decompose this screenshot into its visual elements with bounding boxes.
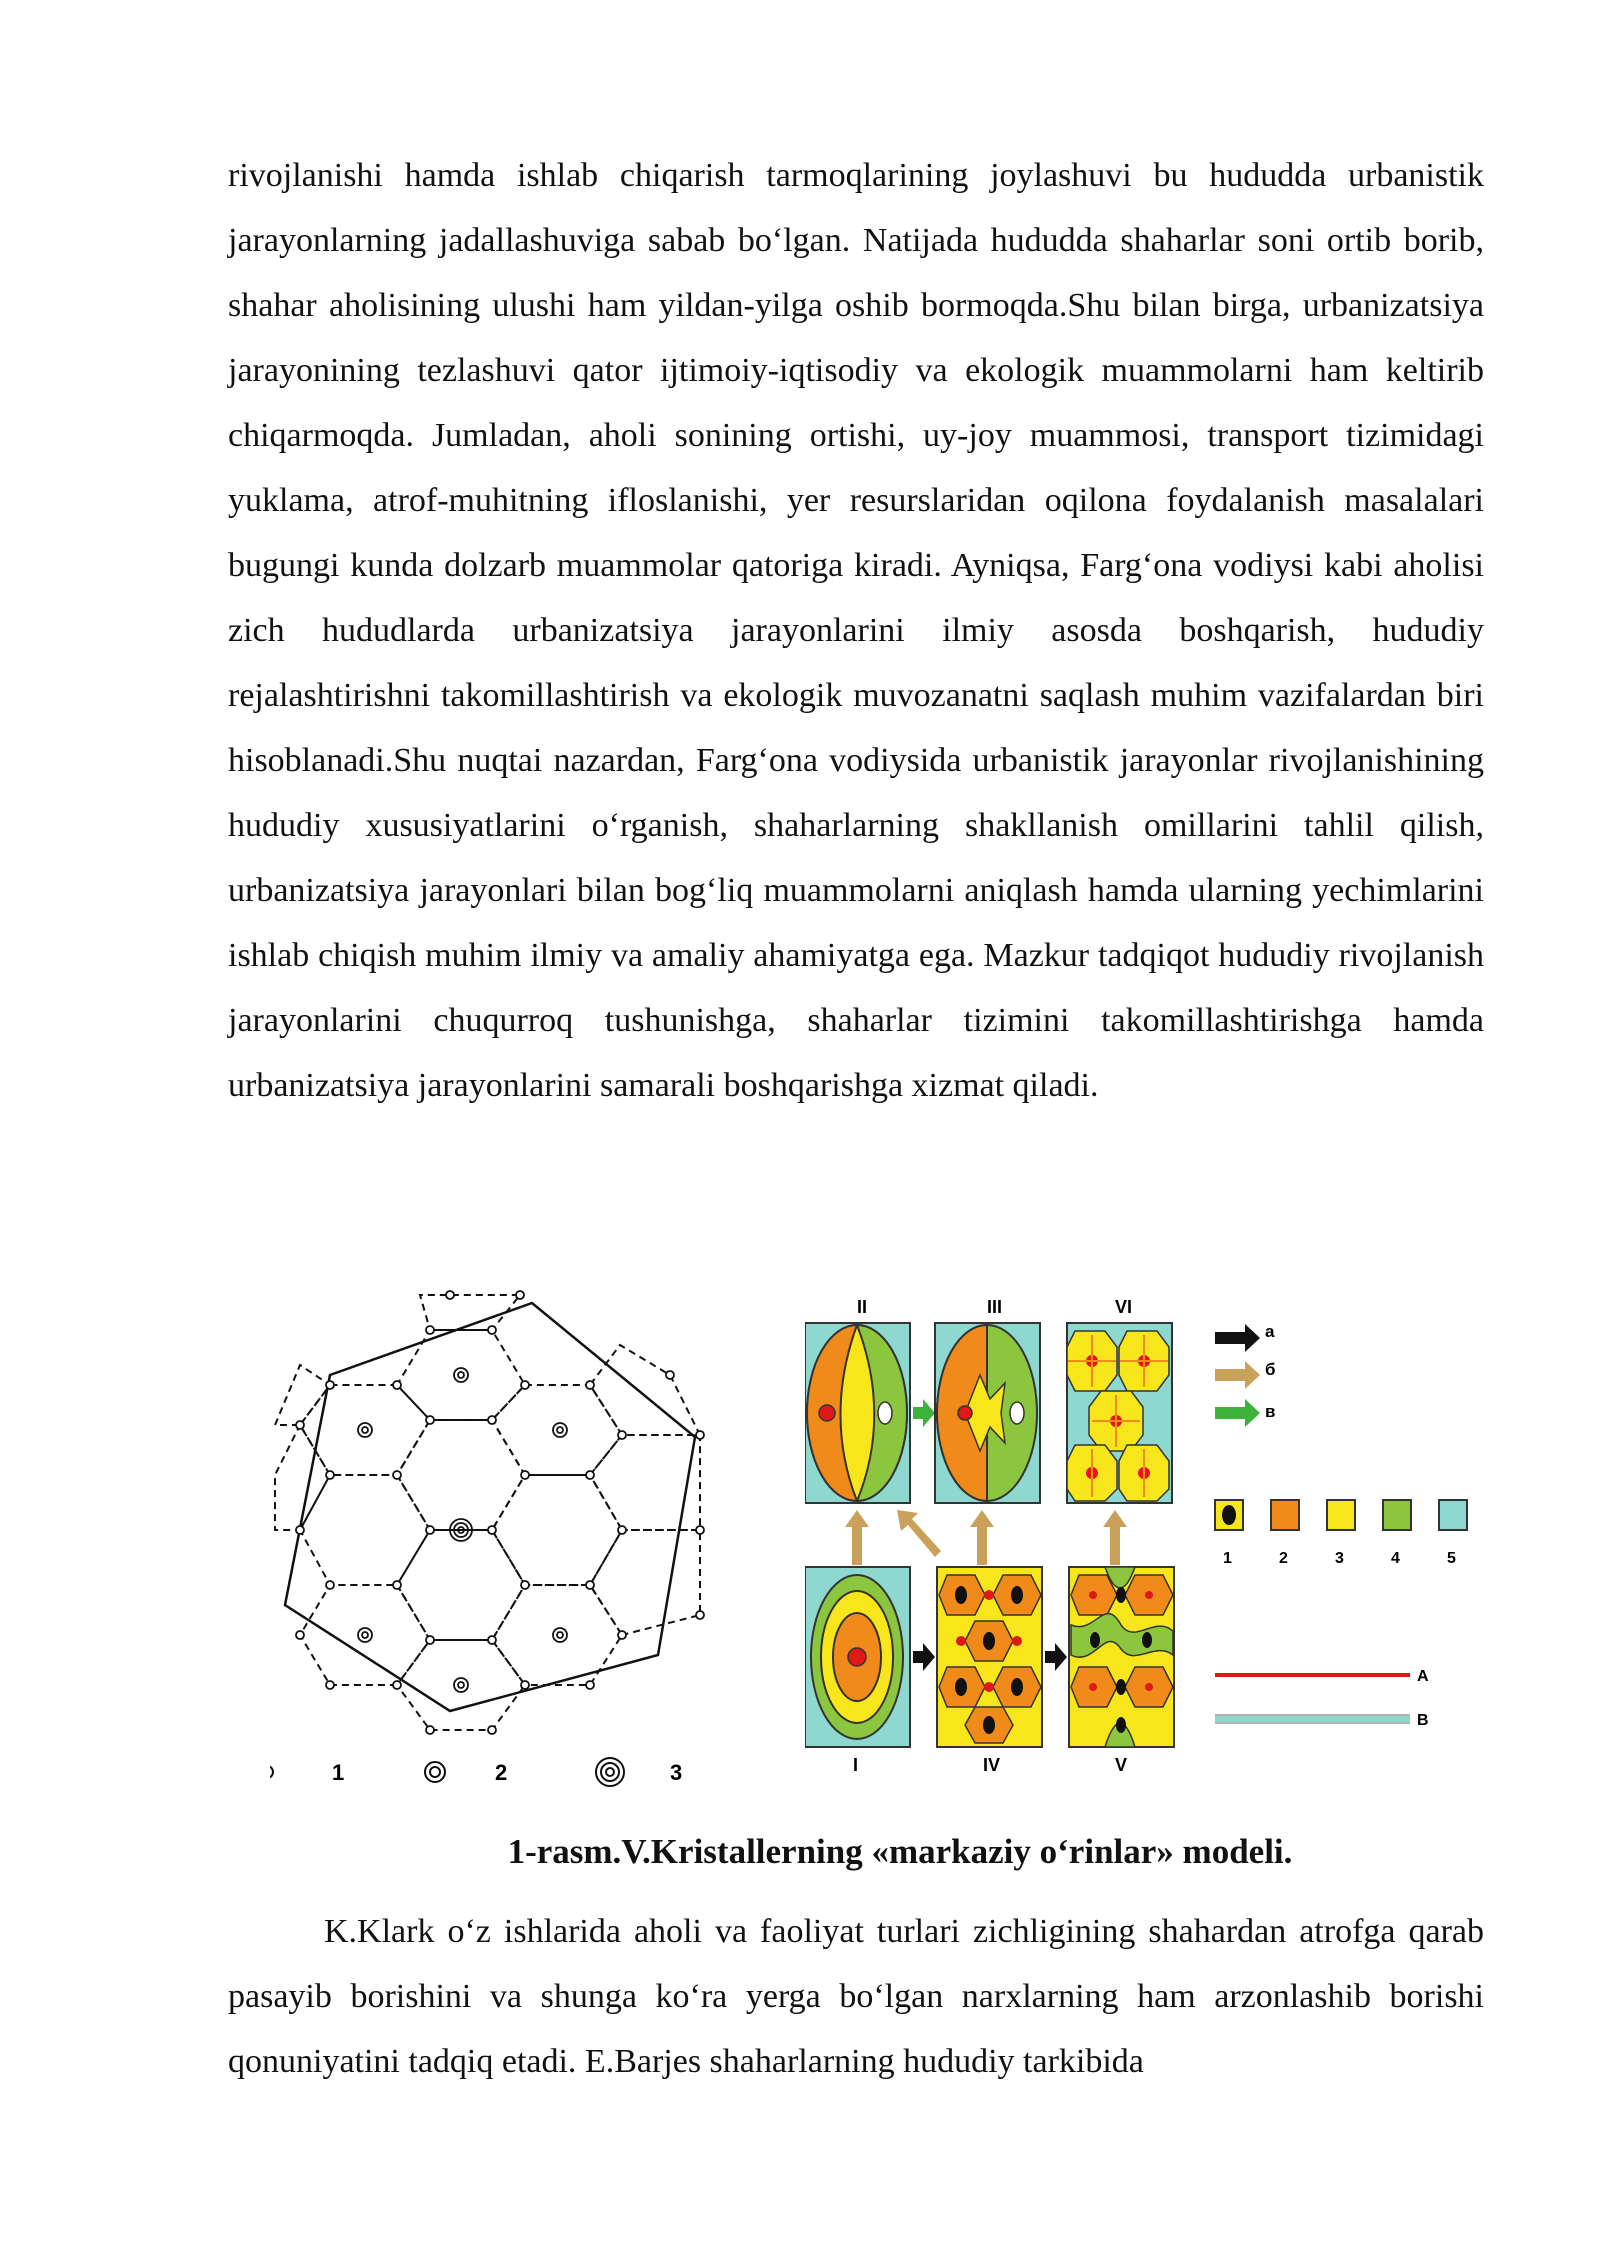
line-legend [1215, 1668, 1429, 1729]
arrow-legend-v: в [1265, 1402, 1276, 1421]
panel-label-III: III [987, 1297, 1003, 1317]
figure-caption: 1-rasm.V.Kristallerning «markaziy o‘rinlar» modeli. [507, 1832, 1293, 1871]
panel-label-II: II [857, 1297, 868, 1317]
panel-label-VI: VI [1115, 1297, 1133, 1317]
panel-III [935, 1323, 1040, 1503]
swatch-label-1: 1 [1223, 1550, 1232, 1567]
panel-I [805, 1567, 910, 1747]
central-place-hexagon-diagram [270, 1275, 710, 1795]
line-label-B: B [1417, 1712, 1429, 1729]
panel-VI [1067, 1323, 1172, 1503]
body-paragraph-1: rivojlanishi hamda ishlab chiqarish tarmoqlarining joylashuvi bu hududda urbanistik jarayonlarning jadallashuviga sabab bo‘lgan. Natijada hududda shaharlar soni ortib borib, shahar aholisining ulushi ham yildan-yilga oshib bormoqda.Shu bilan birga, urbanizatsiya jarayonining tezlashuvi qator ijtimoiy-iqtisodiy va ekologik muammolarni ham keltirib chiqarmoqda. Jumladan, aholi sonining ortishi, uy-joy muammosi, transport tizimidagi yuklama, atrof-muhitning ifloslanishi, yer resurslaridan oqilona foydalanish masalalari bugungi kunda dolzarb muammolar qatoriga kiradi. Ayniqsa, Farg‘ona vodiysi kabi aholisi zich hududlarda urbanizatsiya jarayonlarini ilmiy asosda boshqarish, hududiy rejalashtirishni takomillashtirish va ekologik muvozanatni saqlash muhim vazifalardan biri hisoblanadi.Shu nuqtai nazardan, Farg‘ona vodiysida urbanistik jarayonlar rivojlanishining hududiy xususiyatlarini o‘rganish, shaharlarning shakllanish omillarini tahlil qilish, urbanizatsiya jarayonlari bilan bog‘liq muammolarni aniqlash hamda ularning yechimlarini ishlab chiqish muhim ilmiy va amaliy ahamiyatga ega. Mazkur tadqiqot hududiy rivojlanish jarayonlarini chuqurroq tushunishga, shaharlar tizimini takomillashtirishga hamda urbanizatsiya jarayonlarini samarali boshqarishga xizmat qiladi. [228, 157, 1484, 1104]
panel-V [1069, 1567, 1174, 1747]
swatch-label-2: 2 [1279, 1550, 1288, 1567]
swatch-label-4: 4 [1391, 1550, 1400, 1567]
swatch-label-3: 3 [1335, 1550, 1344, 1567]
color-swatch-legend [1215, 1500, 1467, 1530]
panel-IV [937, 1567, 1042, 1747]
arrow-legend-b: б [1265, 1360, 1276, 1379]
legend-label-2: 2 [495, 1760, 508, 1785]
line-label-A: A [1417, 1668, 1429, 1685]
body-paragraph-2: K.Klark o‘z ishlarida aholi va faoliyat turlari zichligining shahardan atrofga qarab pasayib borishini va shunga ko‘ra yerga bo‘lgan narxlarning ham arzonlashib borishi qonuniyatini tadqiq etadi. E.Barjes shaharlarning hududiy tarkibida [228, 1913, 1484, 2080]
legend-label-1: 1 [332, 1760, 345, 1785]
legend-label-3: 3 [670, 1760, 683, 1785]
hexagon-legend [270, 1758, 682, 1786]
settlement-evolution-diagram [805, 1295, 1505, 1775]
panel-II [805, 1323, 910, 1503]
panel-label-V: V [1115, 1755, 1128, 1775]
arrow-legend [1215, 1322, 1276, 1427]
panel-label-I: I [853, 1755, 859, 1775]
panel-label-IV: IV [983, 1755, 1001, 1775]
arrow-legend-a: a [1265, 1322, 1275, 1341]
swatch-label-5: 5 [1447, 1550, 1456, 1567]
